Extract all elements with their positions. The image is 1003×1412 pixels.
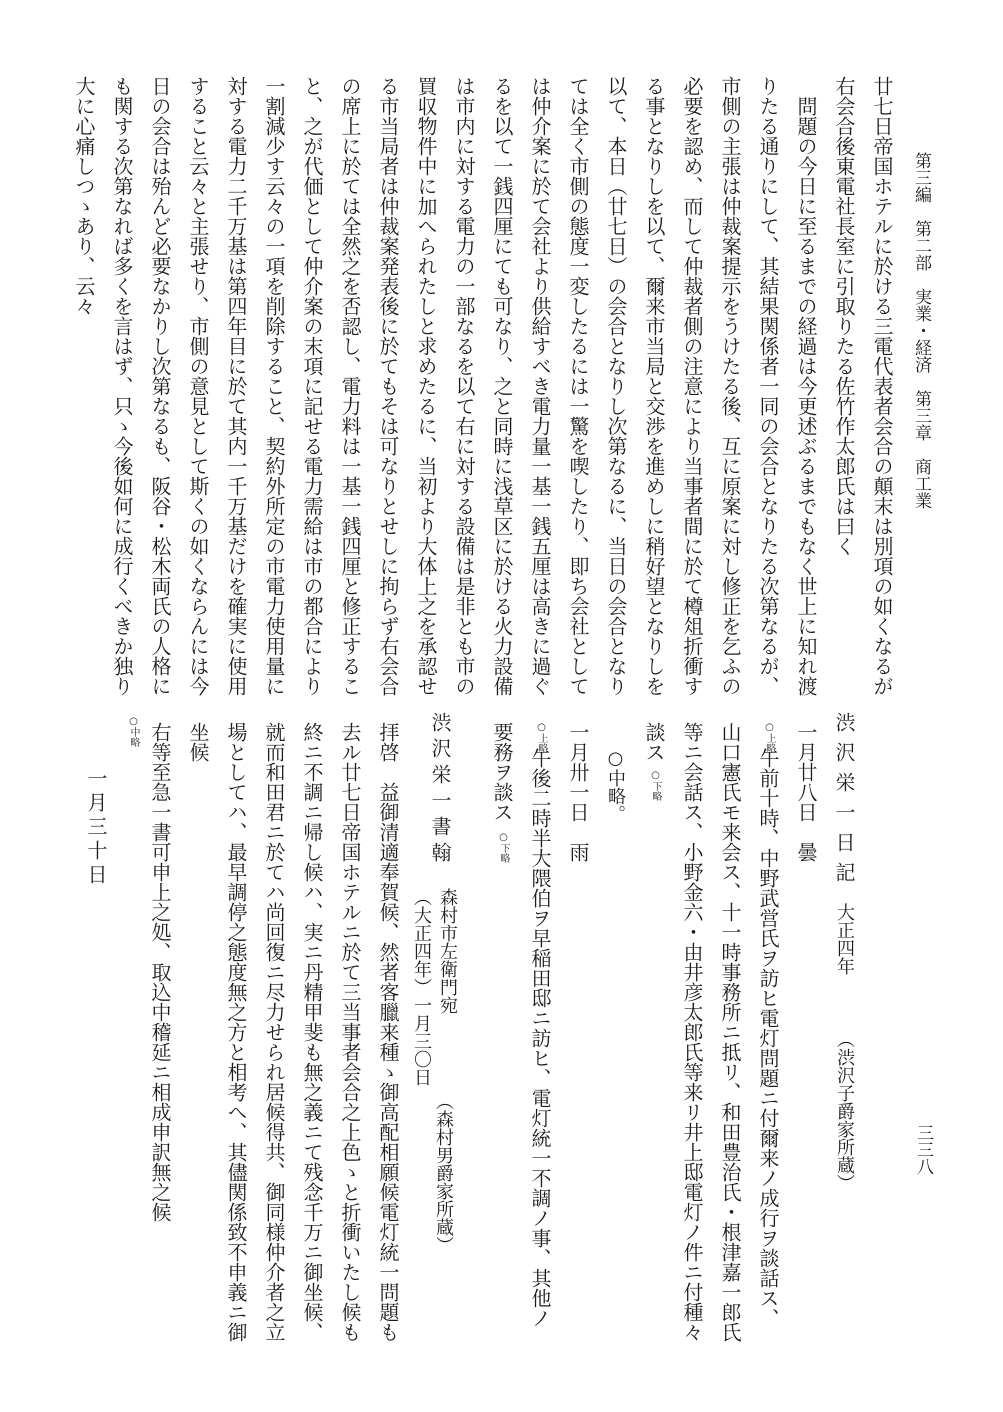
diary-entry-text: 午前十時、中野武営氏ヲ訪ヒ電灯問題ニ付爾来ノ成行ヲ談話ス、 bbox=[756, 748, 780, 1328]
diary-entry-text: 山口憲氏モ来会ス、十一時事務所ニ抵リ、和田豊治氏・根津嘉一郎氏 bbox=[718, 722, 742, 1342]
diary-era: 大正四年 bbox=[834, 903, 855, 975]
letter-source: （森村男爵家所蔵） bbox=[433, 1092, 454, 1254]
diary-source: （渋沢子爵家所蔵） bbox=[834, 1030, 855, 1192]
letter-text-line: 場としてハ、最早調停之態度無之方と相考へ、其儘関係致不申義ニ御 bbox=[224, 722, 248, 1342]
text-line: る市当局者は仲裁案発表後に於てもそは可なりとせしに拘らず右会合 bbox=[376, 76, 400, 696]
text-line: は市内に対する電力の一部なるを以て右に対する設備は是非とも市の bbox=[452, 76, 476, 696]
omission-mark: ○中略 bbox=[128, 716, 139, 747]
letter-closing-date: 一月三十日 bbox=[84, 768, 108, 888]
text-line: 対する電力二千万基は第四年目に於て其内一千万基だけを確実に使用 bbox=[224, 76, 248, 696]
letter-text-line: 終ニ不調ニ帰し候ハ、実ニ丹精甲斐も無之義ニて残念千万ニ御坐候、 bbox=[300, 722, 324, 1342]
letter-date: （大正四年）一月三〇日 bbox=[411, 888, 432, 1086]
text-line: 市側の主張は仲裁案提示をうけたる後、互に原案に対し修正を乞ふの bbox=[718, 76, 742, 696]
text-line: 必要を認め、而して仲裁者側の注意により当事者間に於て樽俎折衝す bbox=[680, 76, 704, 696]
text-line: 日の会合は殆んど必要なかりし次第なるも、阪谷・松木両氏の人格に bbox=[148, 76, 172, 696]
text-line: は仲介案に於て会社より供給すべき電力量一基一銭五厘は高きに過ぐ bbox=[528, 76, 552, 696]
omission-mark: ○下略 bbox=[498, 832, 509, 863]
omission-mark: ○上略 bbox=[536, 722, 547, 753]
diary-entry-text: 午後二時半大隈伯ヲ早稲田邸ニ訪ヒ、電灯統一不調ノ事、其他ノ bbox=[528, 748, 552, 1328]
text-line: るを以て一銭四厘にても可なり、之と同時に浅草区に於ける火力設備 bbox=[490, 76, 514, 696]
text-line: ては全く市側の態度一変したるには一驚を喫したり、即ち会社として bbox=[566, 76, 590, 696]
diary-entry-date: 一月廿八日 曇 bbox=[794, 722, 818, 862]
text-line: る事となりしを以て、爾来市当局と交渉を進めしに稍好望となりしを bbox=[642, 76, 666, 696]
text-line: も関する次第なれば多くを言はず、只ゝ今後如何に成行くべきか独り bbox=[110, 76, 134, 696]
letter-text-line: 右等至急一書可申上之処、取込中稽延ニ相成申訳無之候 bbox=[148, 722, 172, 1222]
text-line: 問題の今日に至るまでの経過は今更述ぶるまでもなく世上に知れ渡 bbox=[794, 96, 818, 696]
letter-text-line: 就而和田君ニ於てハ尚回復ニ尽力せられ居候得共、御同様仲介者之立 bbox=[262, 722, 286, 1342]
text-line: の席上に於ては全然之を否認し、電力料は一基一銭四厘と修正するこ bbox=[338, 76, 362, 696]
text-line: 右会合後東電社長室に引取りたる佐竹作太郎氏は曰く bbox=[832, 76, 856, 556]
letter-title: 渋沢栄一書翰 bbox=[428, 712, 452, 868]
text-line: 買収物件中に加へられたしと求めたるに、当初より大体上之を承認せ bbox=[414, 76, 438, 696]
letter-text-line: 拝啓 益御清適奉賀候、然者客臘来種ゝ御高配相願候電灯統一問題も bbox=[376, 722, 400, 1342]
text-line: 大に心痛しつゝあり、云々 bbox=[72, 76, 96, 316]
letter-text-line: 坐候 bbox=[186, 722, 210, 762]
diary-entry-date: 一月卅一日 雨 bbox=[566, 722, 590, 862]
diary-entry-text: 等ニ会話ス、小野金六・由井彦太郎氏等来リ井上邸電灯ノ件ニ付種々 bbox=[680, 722, 704, 1342]
letter-addressee: 森村市左衛門宛 bbox=[437, 888, 458, 1014]
diary-entry-text: 要務ヲ談ス bbox=[490, 722, 514, 822]
omission-mark: ○下略 bbox=[650, 770, 661, 801]
running-header: 第三編 第二部 実業・経済 第三章 商工業 bbox=[911, 152, 931, 509]
diary-entry-text: 談ス bbox=[642, 722, 666, 762]
text-line: 廿七日帝国ホテルに於ける三電代表者会合の顛末は別項の如くなるが bbox=[870, 76, 894, 696]
text-line: 以て、本日（廿七日）の会合となりし次第なるに、当日の会合となり bbox=[604, 76, 628, 696]
omission-mark: ○上略 bbox=[764, 722, 775, 753]
diary-title: 渋沢栄一日記 bbox=[832, 712, 856, 892]
text-line: すること云々と主張せり、市側の意見として斯くの如くならんには今 bbox=[186, 76, 210, 696]
omission-mark: ○中略。 bbox=[605, 748, 626, 823]
text-line: と、之が代価として仲介案の末項に記せる電力需給は市の都合により bbox=[300, 76, 324, 696]
text-line: 一割減少す云々の一項を削除すること、契約外所定の市電力使用量に bbox=[262, 76, 286, 696]
page-number: 三三八 bbox=[913, 1124, 933, 1175]
text-line: りたる通りにして、其結果関係者一同の会合となりたる次第なるが、 bbox=[756, 76, 780, 696]
letter-text-line: 去ル廿七日帝国ホテルニ於て三当事者会合之上色ゝと折衝いたし候も bbox=[338, 722, 362, 1342]
